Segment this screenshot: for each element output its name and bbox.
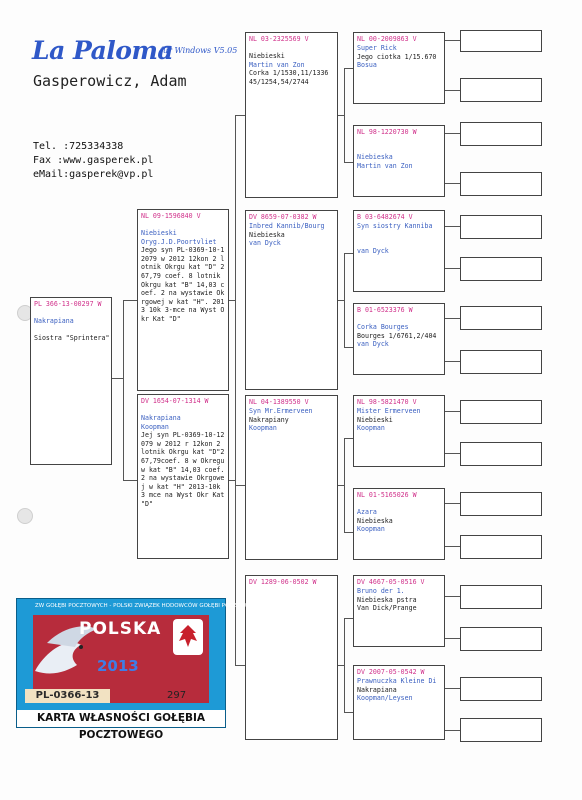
sire-ring-number: NL 09-1596840 V (141, 212, 201, 220)
grandparent-note: Inbred Kannib/Bourg (249, 222, 325, 230)
great-grandparent-ring-number: B 01-6523376 W (357, 306, 413, 314)
connector (445, 183, 460, 184)
subject-note: Siostra "Sprintera" (34, 333, 110, 342)
connector (344, 68, 345, 162)
great-grandparent-origin: Bosua (357, 61, 377, 70)
connector (445, 596, 460, 597)
connector (445, 411, 460, 412)
subject-pigeon-box (30, 297, 112, 465)
great-grandparent-ring-number: NL 01-5165026 W (357, 491, 417, 499)
connector (344, 532, 353, 533)
connector (344, 618, 353, 619)
connector (445, 688, 460, 689)
connector (344, 618, 345, 712)
connector (445, 503, 460, 504)
great-grandparent-note: Corka Bourges (357, 323, 409, 331)
ancestor-empty-box (460, 718, 542, 742)
connector (445, 90, 460, 91)
connector (123, 480, 137, 481)
card-band-text: ZW GOŁĘBI POCZTOWYCH - POLSKI ZWIĄZEK HODOWCÓW GOŁĘBI POCZTOWYCH (35, 603, 262, 609)
ancestor-empty-box (460, 30, 542, 52)
ancestor-empty-box (460, 172, 542, 196)
grandparent-ring-number: NL 04-1389550 V (249, 398, 309, 406)
great-grandparent-note: Bruno der 1. (357, 587, 405, 595)
grandparent-origin: van Dyck (249, 239, 281, 248)
great-grandparent-ring-number: NL 98-5821470 V (357, 398, 417, 406)
great-grandparent-origin: Van Dick/Prange (357, 604, 417, 613)
connector (123, 300, 137, 301)
owner-phone: Tel. :725334338 (33, 141, 124, 152)
great-grandparent-origin: Koopman (357, 424, 385, 433)
grandparent-ring-number: NL 03-2325569 V (249, 35, 309, 43)
great-grandparent-color: Nakrapiana (357, 685, 397, 694)
ancestor-empty-box (460, 535, 542, 559)
great-grandparent-origin: Koopman (357, 525, 385, 534)
dam-box (137, 394, 229, 559)
connector (344, 162, 353, 163)
grandparent-color: Niebieski (249, 52, 285, 60)
great-grandparent-ring-number: DV 4667-05-0516 V (357, 578, 425, 586)
great-grandparent-note: Prawnuczka Kleine Di (357, 677, 437, 685)
connector (235, 485, 245, 486)
grandparent-note: 45/1254,54/2744 (249, 77, 309, 86)
grandparent-box (245, 32, 338, 198)
card-title: KARTA WŁASNOŚCI GOŁĘBIA POCZTOWEGO (17, 710, 225, 727)
great-grandparent-box (353, 575, 445, 647)
dam-origin: Koopman (141, 422, 169, 431)
connector (344, 712, 353, 713)
sire-origin: Oryg.J.D.Poortvliet (141, 237, 217, 246)
owner-email: eMail:gasperek@vp.pl (33, 169, 154, 180)
great-grandparent-note: Bourges 1/6761,2/404 (357, 331, 437, 340)
great-grandparent-box (353, 665, 445, 740)
connector (445, 546, 460, 547)
card-country: POLSKA (79, 619, 162, 639)
connector (123, 300, 124, 480)
connector (344, 347, 353, 348)
grandparent-ring-number: DV 8659-07-0382 W (249, 213, 317, 221)
grandparent-origin: Koopman (249, 424, 277, 433)
great-grandparent-note: Mister Ermerveen (357, 407, 421, 415)
ancestor-empty-box (460, 257, 542, 281)
dam-achievements: Jej syn PL-0369-10-12079 w 2012 r 12kon 2 lotnik Okrgu kat "D"267,79coef. 8 w Okregu w kat "B" 14,03 coef. 2 na wystawie Okrgowej w kat "H" 2013-10k 3 mce na Wyst Okr Kat "D" (141, 431, 225, 508)
sire-achievements: Jego syn PL-0369-10-12079 w 2012 12kon 2 lotnik Okrgu kat "D" 267,79 coef. 8 lotnik Okrgu kat "B" 14,03 coef. 2 na wystawie Okrgowej w kat "H". 2013 10k 3-mce na Wyst Okr Kat "D" (141, 246, 225, 323)
connector (112, 378, 123, 379)
owner-name: Gasperowicz, Adam (33, 72, 187, 90)
app-logo: La Paloma (32, 36, 174, 65)
great-grandparent-box (353, 488, 445, 560)
ancestor-empty-box (460, 627, 542, 651)
great-grandparent-note: Syn siostry Kanniba (357, 222, 433, 230)
great-grandparent-box (353, 125, 445, 197)
connector (344, 253, 353, 254)
grandparent-origin: Martin van Zon (249, 60, 305, 69)
sire-color: Niebieski (141, 229, 177, 237)
ownership-card (16, 598, 262, 741)
subject-color: Nakrapiana (34, 317, 74, 325)
great-grandparent-origin: van Dyck (357, 246, 389, 255)
connector (235, 485, 236, 665)
great-grandparent-color: Niebieski (357, 415, 393, 424)
app-logo-subtitle: für Windows V5.05 (160, 46, 238, 55)
connector (445, 730, 460, 731)
connector (445, 40, 460, 41)
connector (344, 253, 345, 347)
ancestor-empty-box (460, 215, 542, 239)
subject-ring-number: PL 366-13-00297 W (34, 300, 102, 308)
connector (235, 665, 245, 666)
great-grandparent-note: Super Rick (357, 44, 397, 52)
great-grandparent-note: Azara (357, 508, 377, 516)
great-grandparent-box (353, 32, 445, 104)
dam-ring-number: DV 1654-07-1314 W (141, 397, 209, 405)
grandparent-color: Nakrapiany (249, 415, 289, 424)
ancestor-empty-box (460, 400, 542, 424)
grandparent-box (245, 395, 338, 560)
great-grandparent-ring-number: DV 2007-05-0542 W (357, 668, 425, 676)
great-grandparent-box (353, 303, 445, 375)
ancestor-empty-box (460, 492, 542, 516)
grandparent-color: Niebieska (249, 230, 285, 239)
ancestor-empty-box (460, 78, 542, 102)
sire-box (137, 209, 229, 391)
grandparent-ring-number: DV 1289-06-0502 W (249, 578, 317, 586)
card-ring-number: PL-0366-13 (25, 689, 110, 703)
great-grandparent-origin: Koopman/Leysen (357, 694, 413, 703)
connector (445, 638, 460, 639)
connector (344, 438, 345, 532)
card-year: 2013 (97, 657, 139, 675)
grandparent-note: Syn Mr.Ermerveen (249, 407, 313, 415)
connector (235, 115, 236, 485)
great-grandparent-color: Niebieska (357, 516, 393, 525)
great-grandparent-box (353, 210, 445, 292)
connector (445, 318, 460, 319)
dam-color: Nakrapiana (141, 414, 181, 422)
connector (445, 133, 460, 134)
ancestor-empty-box (460, 585, 542, 609)
connector (445, 361, 460, 362)
great-grandparent-ring-number: NL 00-2009863 V (357, 35, 417, 43)
ancestor-empty-box (460, 306, 542, 330)
ancestor-empty-box (460, 677, 542, 701)
grandparent-note: Corka 1/1530,11/1336 (249, 69, 329, 78)
connector (344, 68, 353, 69)
ancestor-empty-box (460, 350, 542, 374)
connector (445, 453, 460, 454)
connector (235, 115, 245, 116)
great-grandparent-note: Jego ciotka 1/15.670 (357, 52, 437, 61)
great-grandparent-color: Niebieska (357, 153, 393, 161)
connector (229, 480, 235, 481)
binder-hole-bottom (17, 508, 33, 524)
great-grandparent-origin: Martin van Zon (357, 161, 413, 170)
ancestor-empty-box (460, 122, 542, 146)
connector (445, 268, 460, 269)
connector (445, 226, 460, 227)
owner-fax: Fax :www.gasperek.pl (33, 155, 154, 166)
ancestor-empty-box (460, 442, 542, 466)
great-grandparent-box (353, 395, 445, 467)
great-grandparent-ring-number: NL 98-1220730 W (357, 128, 417, 136)
great-grandparent-color: Niebieska pstra (357, 595, 417, 604)
connector (344, 438, 353, 439)
grandparent-box (245, 210, 338, 390)
grandparent-box (245, 575, 338, 740)
great-grandparent-ring-number: B 03-6482674 V (357, 213, 413, 221)
great-grandparent-origin: van Dyck (357, 340, 389, 349)
card-serial: 297 (167, 690, 187, 701)
